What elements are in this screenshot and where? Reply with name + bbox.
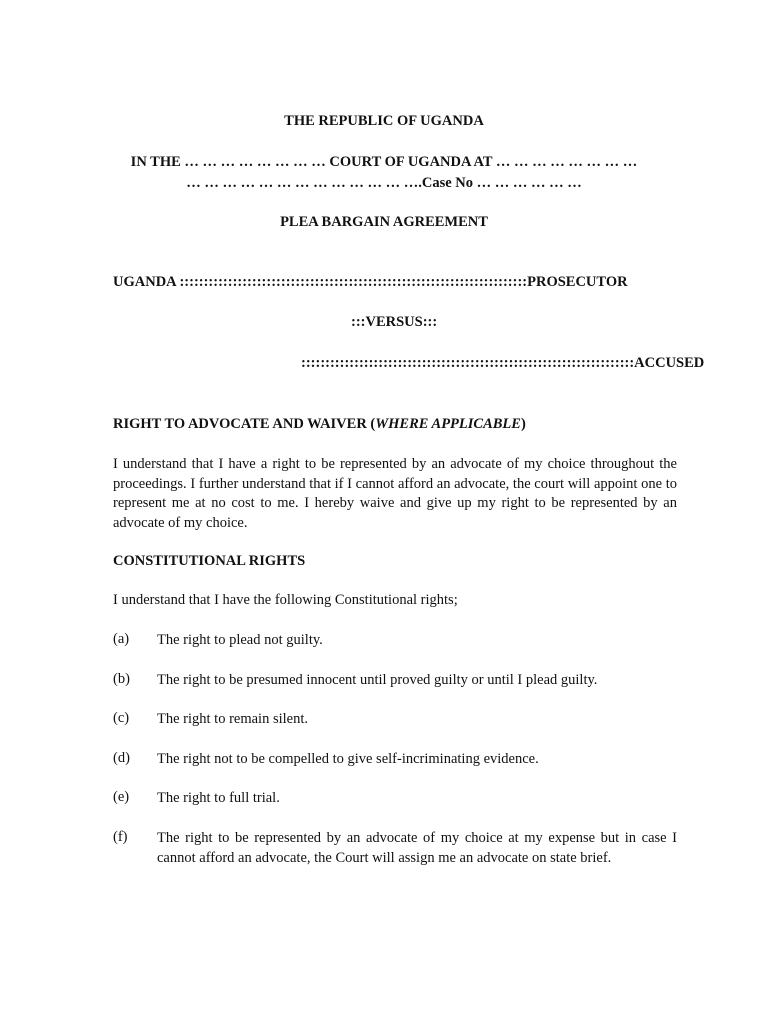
list-item-text: The right to remain silent. xyxy=(157,711,309,727)
list-item-text: The right to full trial. xyxy=(157,790,280,806)
republic-heading: THE REPUBLIC OF UGANDA xyxy=(284,113,484,129)
list-item-label: (b) xyxy=(113,671,130,687)
constitutional-rights-heading: CONSTITUTIONAL RIGHTS xyxy=(113,553,306,569)
list-item-text: The right not to be compelled to give self-incriminating evidence. xyxy=(157,751,539,767)
list-item-text: The right to plead not guilty. xyxy=(157,632,323,648)
versus-line: :::VERSUS::: xyxy=(351,314,438,330)
prosecutor-line: UGANDA ::::::::::::::::::::::::::::::::::::::::::::::::::::::::::::::::::::::::PROSECUTOR xyxy=(113,274,628,290)
advocate-heading-text: RIGHT TO ADVOCATE AND WAIVER ( xyxy=(113,416,376,432)
advocate-waiver-paragraph: I understand that I have a right to be represented by an advocate of my choice throughout the proceedings. I further understand that if I cannot afford an advocate, the court will appoint one to represent me at no cost to me. I hereby waive and give up my right to be represented by an advocate of my choice. xyxy=(113,456,677,531)
case-number-line xyxy=(0,175,768,192)
list-item-text: The right to be represented by an advocate of my choice at my expense but in case I cannot afford an advocate, the Court will assign me an advocate on state brief. xyxy=(157,830,677,866)
advocate-heading-italic: WHERE APPLICABLE xyxy=(375,416,521,432)
constitutional-rights-intro: I understand that I have the following Constitutional rights; xyxy=(113,592,458,608)
agreement-title: PLEA BARGAIN AGREEMENT xyxy=(280,214,488,230)
accused-line: :::::::::::::::::::::::::::::::::::::::::::::::::::::::::::::::::::::ACCUSED xyxy=(301,355,705,371)
court-line: IN THE … … … … … … … … COURT OF UGANDA AT … … … … … … … … xyxy=(130,154,638,170)
advocate-section-heading xyxy=(113,416,526,433)
case-line-dots: … … … … … … … … … … … … …. xyxy=(186,175,422,191)
list-item-label: (d) xyxy=(113,750,130,766)
advocate-heading-close: ) xyxy=(520,416,526,432)
case-label: Case No xyxy=(421,175,474,191)
list-item-label: (e) xyxy=(113,789,130,805)
list-item-label: (f) xyxy=(113,829,128,845)
list-item-label: (a) xyxy=(113,631,130,647)
case-line-dots-end: … … … … … … xyxy=(473,175,582,191)
list-item-text: The right to be presumed innocent until proved guilty or until I plead guilty. xyxy=(157,672,598,688)
list-item-label: (c) xyxy=(113,710,130,726)
